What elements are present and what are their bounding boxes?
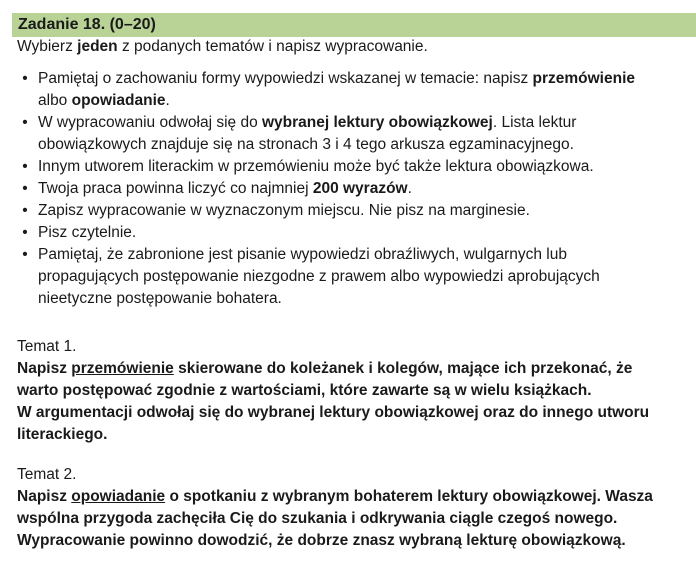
bullet-icon: • bbox=[22, 202, 28, 219]
topic-2-heading: Temat 2. bbox=[17, 466, 77, 483]
instruction-text: Wybierz bbox=[17, 38, 78, 55]
rule-item: • Pamiętaj, że zabronione jest pisanie wypowiedzi obraźliwych, wulgarnych lub propagujących postępowanie niezgodne z prawem albo wypowiedzi aprobujących nieetyczne postępowanie bohatera. bbox=[0, 244, 690, 310]
bullet-icon: • bbox=[22, 224, 28, 241]
instruction-emphasis: jeden bbox=[77, 38, 118, 55]
rule-item: • W wypracowaniu odwołaj się do wybranej lektury obowiązkowej. Lista lektur obowiązkowych znajduje się na stronach 3 i 4 tego arkusza egzaminacyjnego. bbox=[0, 112, 690, 156]
task-header-bar bbox=[12, 13, 696, 37]
form-keyword: opowiadanie bbox=[71, 488, 166, 505]
bullet-icon: • bbox=[22, 158, 28, 175]
rule-item: • Pamiętaj o zachowaniu formy wypowiedzi wskazanej w temacie: napisz przemówienie albo opowiadanie. bbox=[0, 68, 690, 112]
bullet-icon: • bbox=[22, 246, 28, 263]
rule-item: • Pisz czytelnie. bbox=[0, 222, 690, 244]
task-instruction bbox=[17, 36, 428, 58]
rule-item: • Innym utworem literackim w przemówieniu może być także lektura obowiązkowa. bbox=[0, 156, 690, 178]
topic-2-body: Napisz opowiadanie o spotkaniu z wybranym bohaterem lektury obowiązkowej. Wasza wspólna przygoda zachęciła Cię do szukania i odkrywania ciągle czegoś nowego. Wypracowanie powinno dowodzić, że dobrze znasz wybraną lekturę obowiązkową. bbox=[17, 488, 653, 549]
task-title: Zadanie 18. (0–20) bbox=[18, 16, 156, 33]
form-keyword: przemówienie bbox=[71, 360, 174, 377]
rule-item: • Twoja praca powinna liczyć co najmniej 200 wyrazów. bbox=[0, 178, 690, 200]
bullet-icon: • bbox=[22, 180, 28, 197]
bullet-icon: • bbox=[22, 70, 28, 87]
instruction-text-end: z podanych tematów i napisz wypracowanie. bbox=[117, 38, 428, 55]
bullet-icon: • bbox=[22, 114, 28, 131]
topic-1-body: Napisz przemówienie skierowane do koleżanek i kolegów, mające ich przekonać, że warto postępować zgodnie z wartościami, które zawarte są w wielu książkach. W argumentacji odwołaj się do wybranej lektury obowiązkowej oraz do innego utworu literackiego. bbox=[17, 360, 650, 443]
rules-list bbox=[0, 68, 690, 310]
topic-1-heading: Temat 1. bbox=[17, 338, 77, 355]
rule-item: • Zapisz wypracowanie w wyznaczonym miejscu. Nie pisz na marginesie. bbox=[0, 200, 690, 222]
